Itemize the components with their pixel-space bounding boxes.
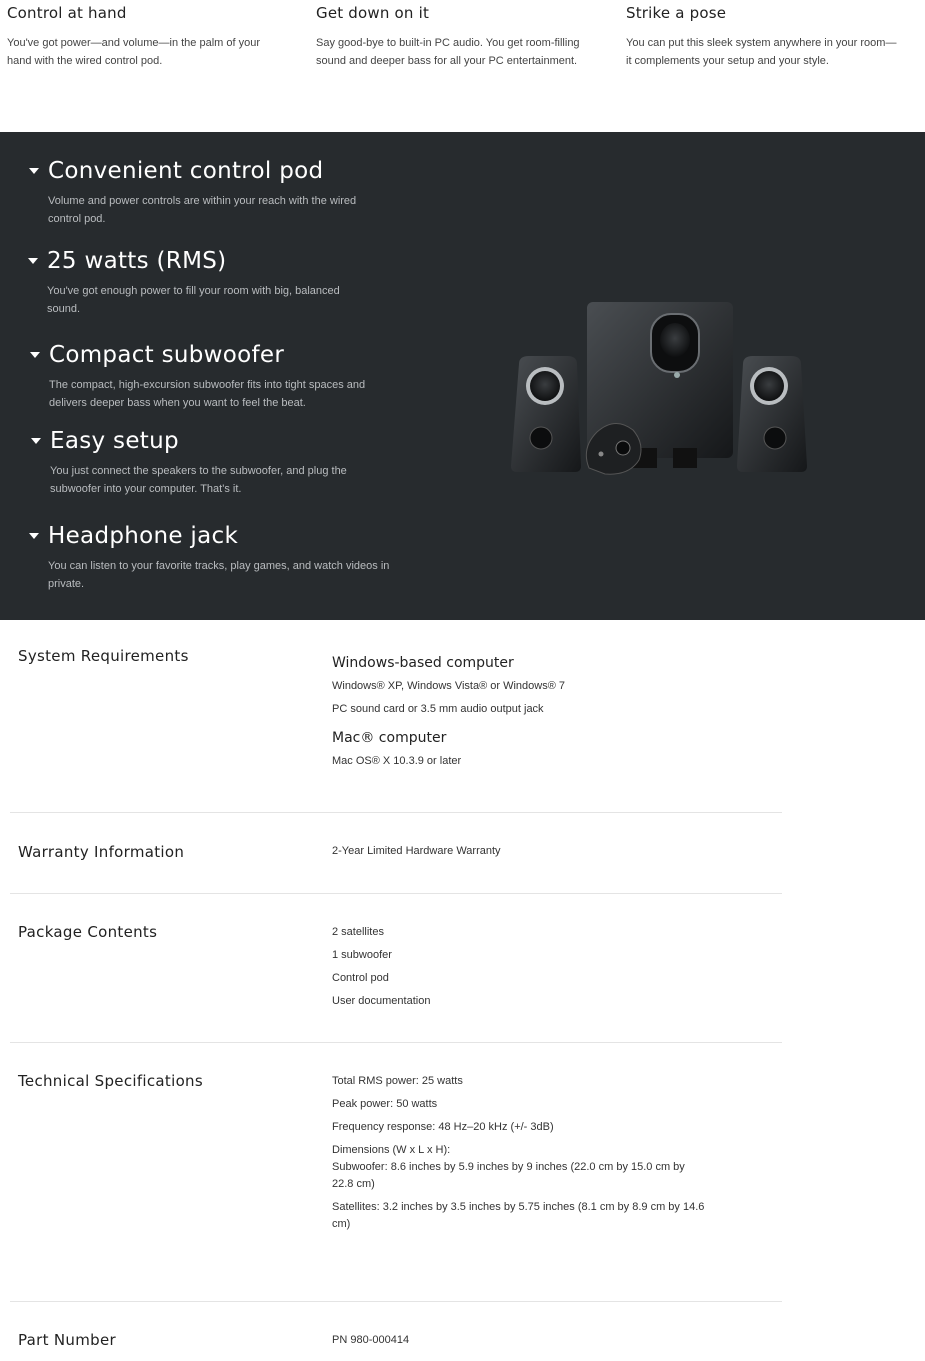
- warranty-label: Warranty Information: [18, 843, 185, 861]
- part-number-row: [0, 1329, 925, 1361]
- technical-specifications-label: Technical Specifications: [18, 1072, 203, 1090]
- warranty-row: [0, 840, 925, 880]
- speaker-system-image: [505, 298, 810, 478]
- feature-title: Easy setup: [50, 428, 179, 454]
- left-satellite-shape: [511, 356, 581, 472]
- system-requirements-label: System Requirements: [18, 647, 189, 665]
- section-divider: [10, 1301, 782, 1302]
- highlight-get-down-on-it: [316, 4, 586, 70]
- feature-text: The compact, high-excursion subwoofer fits into tight spaces and delivers deeper bass when you want to feel the beat.: [49, 379, 366, 409]
- highlight-title: Get down on it: [316, 4, 430, 22]
- spec-line: Total RMS power: 25 watts: [332, 1075, 463, 1087]
- package-item: 1 subwoofer: [332, 949, 392, 961]
- caret-down-icon: [28, 258, 38, 264]
- part-number-value: PN 980-000414: [332, 1334, 410, 1346]
- requirement-line: PC sound card or 3.5 mm audio output jack: [332, 703, 544, 715]
- spec-line: Frequency response: 48 Hz–20 kHz (+/- 3dB): [332, 1121, 554, 1133]
- feature-text: Volume and power controls are within your reach with the wired control pod.: [48, 195, 357, 225]
- system-requirements-row: [0, 645, 925, 815]
- technical-specifications-row: [0, 1070, 925, 1270]
- caret-down-icon: [29, 168, 39, 174]
- section-divider: [10, 893, 782, 894]
- requirement-line: Mac OS® X 10.3.9 or later: [332, 755, 462, 767]
- feature-title: 25 watts (RMS): [47, 248, 227, 274]
- caret-down-icon: [31, 438, 41, 444]
- package-contents-label: Package Contents: [18, 923, 158, 941]
- spec-line: Dimensions (W x L x H):: [332, 1144, 451, 1156]
- feature-text: You just connect the speakers to the subwoofer, and plug the subwoofer into your computer. That's it.: [50, 465, 347, 495]
- spec-line: Subwoofer: 8.6 inches by 5.9 inches by 9 inches (22.0 cm by 15.0 cm by 22.8 cm): [332, 1161, 685, 1190]
- mac-title: Mac® computer: [332, 730, 447, 746]
- part-number-label: Part Number: [18, 1331, 116, 1349]
- caret-down-icon: [29, 533, 39, 539]
- feature-easy-setup[interactable]: [31, 428, 361, 498]
- highlight-text: You can put this sleek system anywhere in your room—it complements your setup and your style.: [626, 37, 897, 67]
- feature-text: You can listen to your favorite tracks, play games, and watch videos in private.: [48, 560, 390, 590]
- system-requirements-value: [332, 655, 712, 776]
- highlight-text: Say good-bye to built-in PC audio. You get room-filling sound and deeper bass for all your PC entertainment.: [316, 37, 580, 67]
- right-satellite-shape: [737, 356, 807, 472]
- feature-title: Convenient control pod: [48, 158, 324, 184]
- feature-headphone-jack[interactable]: [29, 523, 399, 593]
- feature-title: Headphone jack: [48, 523, 239, 549]
- feature-title: Compact subwoofer: [49, 342, 285, 368]
- feature-compact-subwoofer[interactable]: [30, 342, 380, 412]
- warranty-value: 2-Year Limited Hardware Warranty: [332, 845, 501, 857]
- feature-25-watts[interactable]: [28, 248, 358, 318]
- package-item: User documentation: [332, 995, 431, 1007]
- requirement-line: Windows® XP, Windows Vista® or Windows® 7: [332, 680, 565, 692]
- package-contents-row: [0, 921, 925, 1031]
- highlights-section: [0, 0, 925, 132]
- highlight-title: Control at hand: [7, 4, 127, 22]
- highlight-control-at-hand: [7, 4, 277, 70]
- spec-line: Peak power: 50 watts: [332, 1098, 438, 1110]
- caret-down-icon: [30, 352, 40, 358]
- package-item: Control pod: [332, 972, 389, 984]
- highlight-text: You've got power—and volume—in the palm of your hand with the wired control pod.: [7, 37, 261, 67]
- highlight-title: Strike a pose: [626, 4, 727, 22]
- feature-control-pod[interactable]: [29, 158, 369, 228]
- spec-line: Satellites: 3.2 inches by 3.5 inches by 5.75 inches (8.1 cm by 8.9 cm by 14.6 cm): [332, 1201, 705, 1230]
- highlight-strike-a-pose: [626, 4, 901, 70]
- section-divider: [10, 1042, 782, 1043]
- technical-specifications-value: [332, 1073, 707, 1239]
- feature-text: You've got enough power to fill your room with big, balanced sound.: [47, 285, 340, 315]
- package-item: 2 satellites: [332, 926, 384, 938]
- package-contents-value: [332, 924, 712, 1016]
- windows-title: Windows-based computer: [332, 655, 514, 671]
- section-divider: [10, 812, 782, 813]
